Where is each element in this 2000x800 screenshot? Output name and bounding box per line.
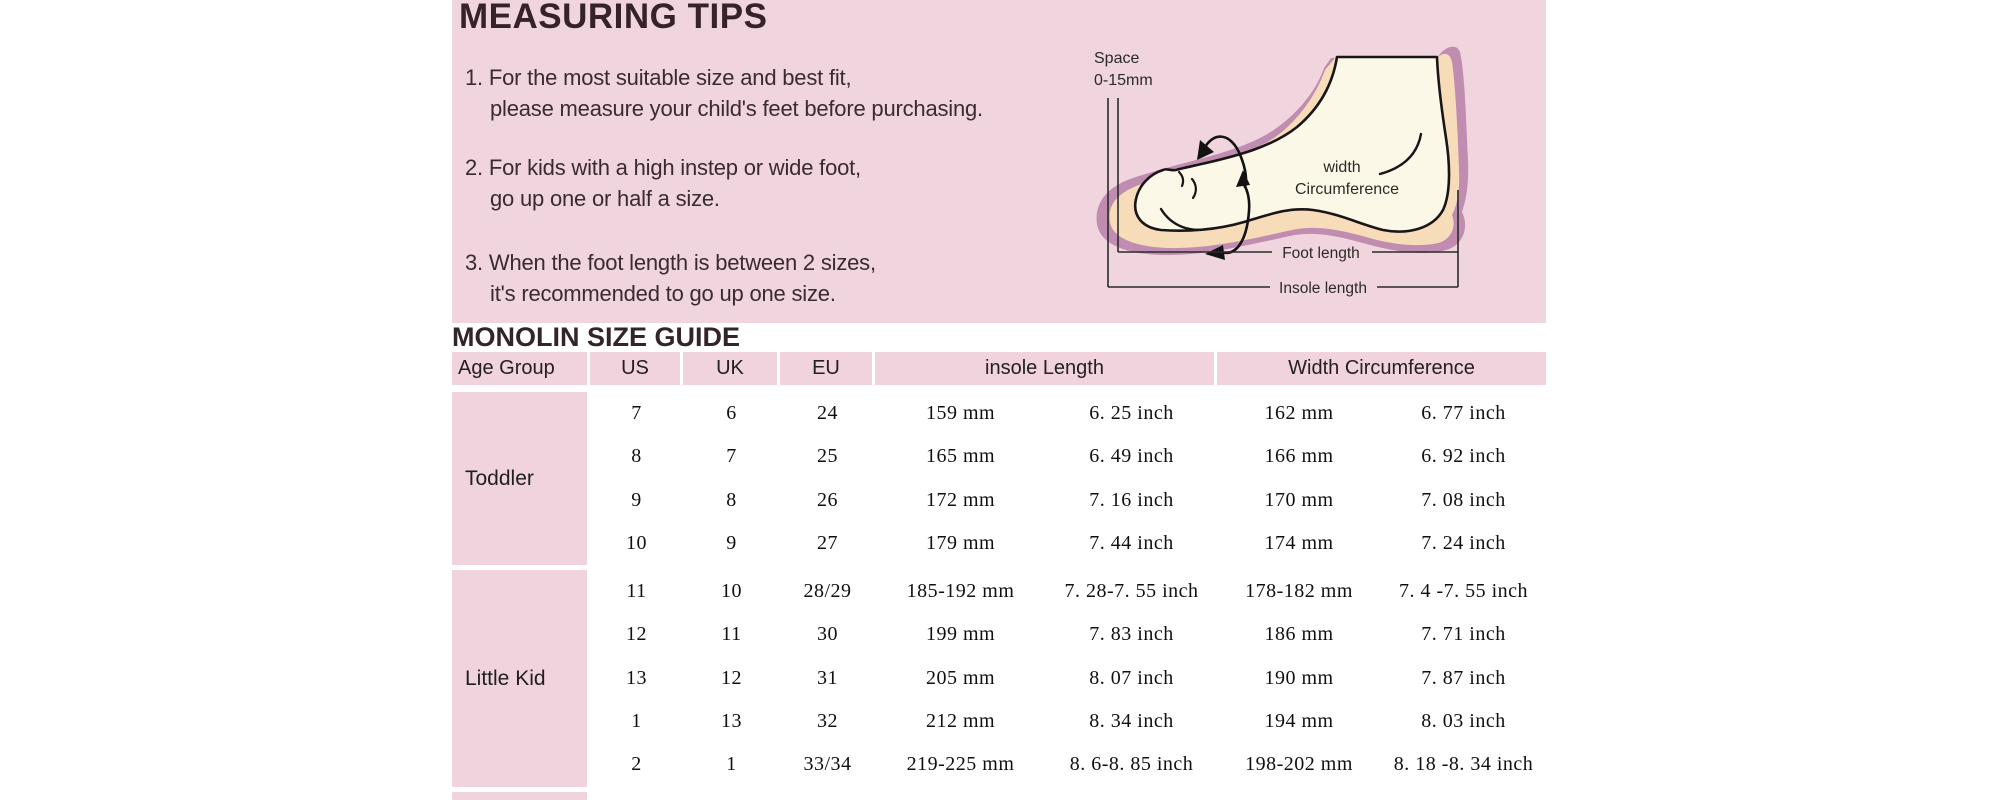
table-row: [590, 522, 1546, 565]
header-age-group: Age Group: [452, 352, 587, 385]
header-uk: UK: [683, 352, 777, 385]
tip-number: 2.: [465, 155, 483, 180]
table-row: [590, 657, 1546, 700]
foot-measurement-diagram: [1080, 30, 1500, 305]
size-guide-title: MONOLIN SIZE GUIDE: [452, 322, 741, 352]
table-cell: 212 mm: [925, 710, 996, 733]
table-cell: 8. 07 inch: [1089, 666, 1174, 689]
table-row: [590, 435, 1546, 478]
table-cell: 25: [817, 445, 838, 468]
table-cell: 7. 24 inch: [1421, 532, 1506, 555]
table-cell: 186 mm: [1264, 623, 1334, 646]
table-cell: 165 mm: [925, 445, 996, 468]
table-cell: 7. 44 inch: [1089, 532, 1174, 555]
table-cell: 1: [631, 710, 642, 733]
age-group-cell: Little Kid: [452, 570, 587, 787]
table-cell: 6. 49 inch: [1089, 445, 1174, 468]
table-cell: 190 mm: [1264, 666, 1334, 689]
table-cell: 199 mm: [925, 623, 996, 646]
header-us: US: [590, 352, 680, 385]
header-width-circumference: Width Circumference: [1217, 352, 1546, 385]
table-cell: 9: [631, 488, 642, 511]
foot-outline-shape: [1135, 57, 1449, 232]
table-cell: 194 mm: [1264, 710, 1334, 733]
table-cell: 7: [631, 402, 642, 425]
table-cell: 8. 6-8. 85 inch: [1069, 753, 1194, 776]
table-cell: 162 mm: [1264, 402, 1334, 425]
space-label: Space: [1094, 50, 1140, 67]
table-cell: 7. 71 inch: [1421, 623, 1506, 646]
table-cell: 11: [626, 580, 647, 603]
foot-length-label: Foot length: [1282, 245, 1360, 262]
tip-text-line1: For the most suitable size and best fit,: [488, 65, 852, 90]
table-cell: 13: [721, 710, 742, 733]
header-eu: EU: [780, 352, 872, 385]
table-cell: 219-225 mm: [906, 753, 1015, 776]
tip-text-line1: For kids with a high instep or wide foot,: [488, 155, 861, 180]
table-row: [590, 613, 1546, 656]
table-cell: 9: [726, 532, 737, 555]
table-cell: 13: [626, 666, 647, 689]
measuring-tip-1: [465, 62, 983, 124]
table-row: [590, 700, 1546, 743]
table-cell: 205 mm: [925, 666, 996, 689]
table-cell: 28/29: [803, 580, 852, 603]
table-cell: 166 mm: [1264, 445, 1334, 468]
table-cell: 31: [817, 666, 838, 689]
table-cell: 26: [817, 488, 838, 511]
table-cell: 6. 77 inch: [1421, 402, 1506, 425]
table-cell: 7. 16 inch: [1089, 488, 1174, 511]
table-cell: 12: [626, 623, 647, 646]
table-cell: 7: [726, 445, 737, 468]
table-cell: 27: [817, 532, 838, 555]
tip-text-line2: please measure your child's feet before purchasing.: [490, 96, 983, 121]
measuring-tip-2: [465, 152, 861, 214]
table-cell: 198-202 mm: [1245, 753, 1353, 776]
age-group-cell: Toddler: [452, 392, 587, 565]
space-value-label: 0-15mm: [1094, 72, 1153, 89]
size-guide-table: [452, 352, 1546, 800]
table-cell: 32: [817, 710, 838, 733]
tip-text-line1: When the foot length is between 2 sizes,: [488, 250, 876, 275]
table-cell: 24: [817, 402, 838, 425]
table-cell: 8. 18 -8. 34 inch: [1393, 753, 1534, 776]
next-group-cell-cropped: [452, 792, 587, 800]
table-cell: 178-182 mm: [1245, 580, 1353, 603]
table-cell: 7. 87 inch: [1421, 666, 1506, 689]
table-cell: 10: [626, 532, 647, 555]
tip-text-line2: go up one or half a size.: [490, 186, 720, 211]
header-insole-length: insole Length: [875, 352, 1214, 385]
table-cell: 185-192 mm: [906, 580, 1015, 603]
table-cell: 30: [817, 623, 838, 646]
table-cell: 172 mm: [925, 488, 996, 511]
table-row: [590, 570, 1546, 613]
table-cell: 8. 03 inch: [1421, 710, 1506, 733]
insole-length-label: Insole length: [1279, 280, 1367, 297]
measuring-tip-3: [465, 247, 876, 309]
table-cell: 2: [631, 753, 642, 776]
table-cell: 12: [721, 666, 742, 689]
table-cell: 11: [721, 623, 742, 646]
table-cell: 6: [726, 402, 737, 425]
table-cell: 159 mm: [925, 402, 996, 425]
tip-number: 1.: [465, 65, 483, 90]
width-label: width: [1323, 159, 1361, 176]
circumference-label: Circumference: [1294, 181, 1400, 198]
tip-number: 3.: [465, 250, 483, 275]
table-cell: 170 mm: [1264, 488, 1334, 511]
table-cell: 10: [721, 580, 742, 603]
table-cell: 1: [726, 753, 737, 776]
group-rows: [590, 392, 1546, 565]
table-cell: 7. 28-7. 55 inch: [1064, 580, 1199, 603]
measuring-tips-title: MEASURING TIPS: [459, 0, 768, 36]
table-cell: 7. 83 inch: [1089, 623, 1174, 646]
table-cell: 8: [726, 488, 737, 511]
table-row: [590, 392, 1546, 435]
table-row: [590, 479, 1546, 522]
table-cell: 8: [631, 445, 642, 468]
table-cell: 6. 25 inch: [1089, 402, 1174, 425]
table-cell: 174 mm: [1264, 532, 1334, 555]
table-cell: 6. 92 inch: [1421, 445, 1506, 468]
group-rows: [590, 570, 1546, 786]
table-cell: 7. 08 inch: [1421, 488, 1506, 511]
tip-text-line2: it's recommended to go up one size.: [490, 281, 836, 306]
table-header-row: [452, 352, 1546, 385]
table-row: [590, 743, 1546, 786]
table-cell: 7. 4 -7. 55 inch: [1398, 580, 1529, 603]
measuring-tips-panel: [452, 0, 1546, 323]
table-cell: 179 mm: [925, 532, 996, 555]
table-cell: 33/34: [803, 753, 852, 776]
table-cell: 8. 34 inch: [1089, 710, 1174, 733]
